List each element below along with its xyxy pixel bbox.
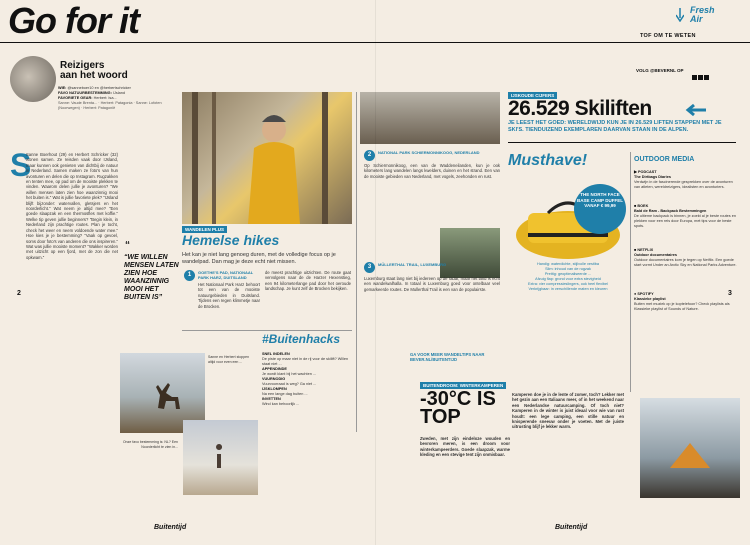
youtube-icon [704,75,709,80]
arrow-down-icon [676,8,684,22]
hike-item-1-title: GOETHE'S PAD, NATIONAAL PARK HARZ, DUITSLAND [198,270,254,280]
instagram-icon [698,75,703,80]
trail-photo [440,228,500,278]
hike-number-3: 3 [364,262,375,273]
hike-item-3-body: Luxemburg staat lang niet bij iedereen op de radar, maar het land is echt een wandelwalhalla. In totaal is Luxemburg goed voor ontelbaar veel gemarkeerde routes. De Mullerthal Trail is een van de populairste. [364,276,500,292]
hike-item-2-body: Op Schiermonnikoog, een van de Waddeneilanden, kun je ook kilometers lang wandelen langs kwelders, duinen en het strand. Een van de mooiste gebieden van Nederland, met vogels, zeehonden en rust. [364,163,500,179]
interview-heading: Reizigers aan het woord [60,60,128,81]
footer-logo-left: Buitentijd [154,524,187,531]
hike-item-3-title: MÜLLERTHAL TRAIL, LUXEMBURG [378,262,447,267]
price-badge: THE NORTH FACE BASE CAMP DUFFEL VANAF € 99,99 [574,184,626,234]
hiker-figure-icon [182,92,352,224]
winter-title: -30°C IS TOP [420,388,496,428]
pull-quote: “WE WILLEN MENSEN LATEN ZIEN HOE WAANZINNIG MOOI HET BUITEN IS” [124,254,179,301]
hike-title: Hemelse hikes [182,232,280,248]
winter-label: BUITENDROOM: WINTERKAMPEREN [420,382,506,389]
more-hikes-link[interactable]: GA VOOR MEER WANDELTIPS NAAR BEVER.NL/BUITENTIJD [410,352,485,362]
musthave-title: Musthave! [508,152,588,169]
hike-label: WANDELEN PLUS [182,226,227,233]
page-number-right: 3 [728,290,732,297]
buitenhacks-title: #Buitenhacks [262,332,341,346]
musthave-specs: Handig: waterdichte, stijlvolle vestiba Slim: inhoud van de rugzak Prettig: geoptimaliseerde ... Afzuig flap: grond voor extra stevigheid Extra: vier compressieslingers, ook heel flexibel Verkrijgbaar: in verschillende maten en kleuren [528,262,608,291]
column-divider-1 [356,92,357,432]
social-icons [692,67,709,85]
book-icon: ■ [634,204,638,208]
skilift-label: IJSKOUDE CIJFERS [508,92,557,99]
skilift-number: 26.529 Skiliften [508,97,652,120]
facebook-icon [692,75,697,80]
media-title: OUTDOOR MEDIA [634,156,695,163]
quote-mark: “ [125,240,130,251]
tagline: TOF OM TE WETEN [640,33,696,39]
caption-2: Onze favo bestemming is: NL? Een Noorderlicht te zien in... [122,440,178,449]
brand-mark: Fresh Air [690,5,715,24]
interview-facts: WIE: @sanneboer10 en @herbertschricker FAVO NATUURBESTEMMING: IJsland FAVORIETE GEAR: Herbert: Isa... Sanne: Vaude Brenta... · Herbert: Patagonia · Sanne: Lofoten (Noorwegen) · Herbert: Patagonië [58,86,162,110]
hike-item-1-body-cont: de meest prachtige uitzichten. De route gaat vervolgens naar de de Harzer Hexenstieg, een 94 kilometerlange pad door het oeroude landschap. Je kunt zelf de Brocken bekijken. [265,270,351,292]
drop-cap: S [10,147,32,183]
social-line: VOLG @BEVERNL OP [636,68,684,73]
hiker-photo [182,92,352,224]
skilift-rule [508,142,736,143]
media-list: ▶ PODCAST The Dirtbags Diaries Verdwijn in de fascinerende gesprekken over de avonturen van atleten, wereldreizigers, idealisten en avonturiers. ■ BOEK Bald de Ram - Backpack Bestemmingen De ultieme backpack is binnen, je zoekt al je beste routes en plekken voor een reis door Europa, met tips voor de beste spots. ■ NETFLIX Outdoor documentaires Outdoor documentaires kom je tegen op Netflix. Een goede start vormt Under an Arctic Sky en National Parks Adventure. ● SPOTIFY Klassieke playlist Buiten met muziek op je koptelefoon? Check playlists als Klassieke playlist of Sounds of Nature. [634,170,737,311]
hike-intro: Het kan je niet lang genoeg duren, met de volledige focus op je wandelpad. Dan mag je deze echt niet missen. [182,252,336,265]
person-silhouette-icon [183,420,258,495]
arrow-left-icon [684,103,706,117]
beach-photo [183,420,258,495]
avatar [10,56,56,102]
spotify-icon: ● [634,292,638,296]
winter-tent-photo [640,398,740,498]
skilift-text: JE LEEST HET GOED: WERELDWIJD KUN JE IN 26.529 LIFTEN STAPPEN MET JE SKI'S. TIENDUIZEND EXEMPLAREN DAARVAN STAAN IN DE ALPEN. [508,120,722,133]
hike-item-2-title: NATIONAL PARK SCHIERMONNIKOOG, NEDERLAND [378,150,480,155]
buitenhacks-list: SNEL INDELEN De piste op maar niet in de rij voor de skilift? Willen staat niet ... APPENDINDE Je wordt klant bij het wachten ... VUURNODIG Vuurvoorraad is weg? Ga niet ... IJSKLOMPEN Na een lange dag buiten ... INVETTEN Wind kan behoorlijk ... [262,352,349,406]
interview-body: Sanne Boerhout (29) en Herbert Schricker (32) wonen samen. Ze reisden vaak door IJsland, maar kunnen ook genieten van dichtbij de natuur in Nederland. Samen maken ze foto's van hun avonturen en delen die op Instagram. Rugzakken en tenten mee, op pad om de mooiste plekken te vinden. Waarom delen jullie je avonturen? "We willen mensen laten zien hoe waanzinnig mooi het buiten is." Wat is jullie favoriete plek? "IJsland blijft bijzonder: watervallen, gletsjers en het noorderlicht." Wat neem je altijd mee? "Een goede slaapzak en een thermosfles met koffie." Welke tip geven jullie beginners? "Begin klein, in Nederland zijn prachtige routes. Plan je tocht, check het weer en neem voldoende water mee." Hoe kies je je bestemming? "Vaak op gevoel, soms door foto's van anderen die ons inspireren." Wat was jullie mooiste moment? "Wakker worden met uitzicht op een fjord, met de zon die net opkwam." [26,152,118,260]
hike-number-2: 2 [364,150,375,161]
page-title: Go for it [8,0,139,41]
podcast-icon: ▶ [634,170,638,174]
winter-body-2: Zweden, met zijn eindeloze wouden en bevroren meren, is een droom voor winterkampeerders. Goede slaapzak, warme kleding en een stevige tent zijn onmisbaar. [420,436,510,458]
column-divider-2 [630,152,631,392]
hike-item-1-body: Het Nationaal Park Harz behoort tot een van de mooiste natuurgebieden in Duitsland. Tijdens een regen klimmetje naar de Brocken. [198,282,260,309]
hike-number-1: 1 [184,270,195,281]
spine-shadow [375,0,376,545]
page-number-left: 2 [17,290,21,297]
forest-photo [360,92,500,144]
footer-logo-right: Buitentijd [555,524,588,531]
netflix-icon: ■ [634,248,638,252]
buitenhacks-rule [182,330,352,331]
caption-1: Sanne en Herbert stoppen altijd voor even een ... [208,355,250,364]
winter-body-1: Kamperen doe je in de lente of zomer, toch? Lekker met het gezin aan een Italiaans meer, of in het weekend naar een Nederlandse natuurcamping. Of toch niet? Kamperen in de winter is juist ideaal voor wie van rust houdt: een lege camping, een stille natuur en knisperende sneeuw onder je voeten. Met de juiste uitrusting blijf je lekker warm. [512,392,624,430]
tent-icon [640,398,740,498]
